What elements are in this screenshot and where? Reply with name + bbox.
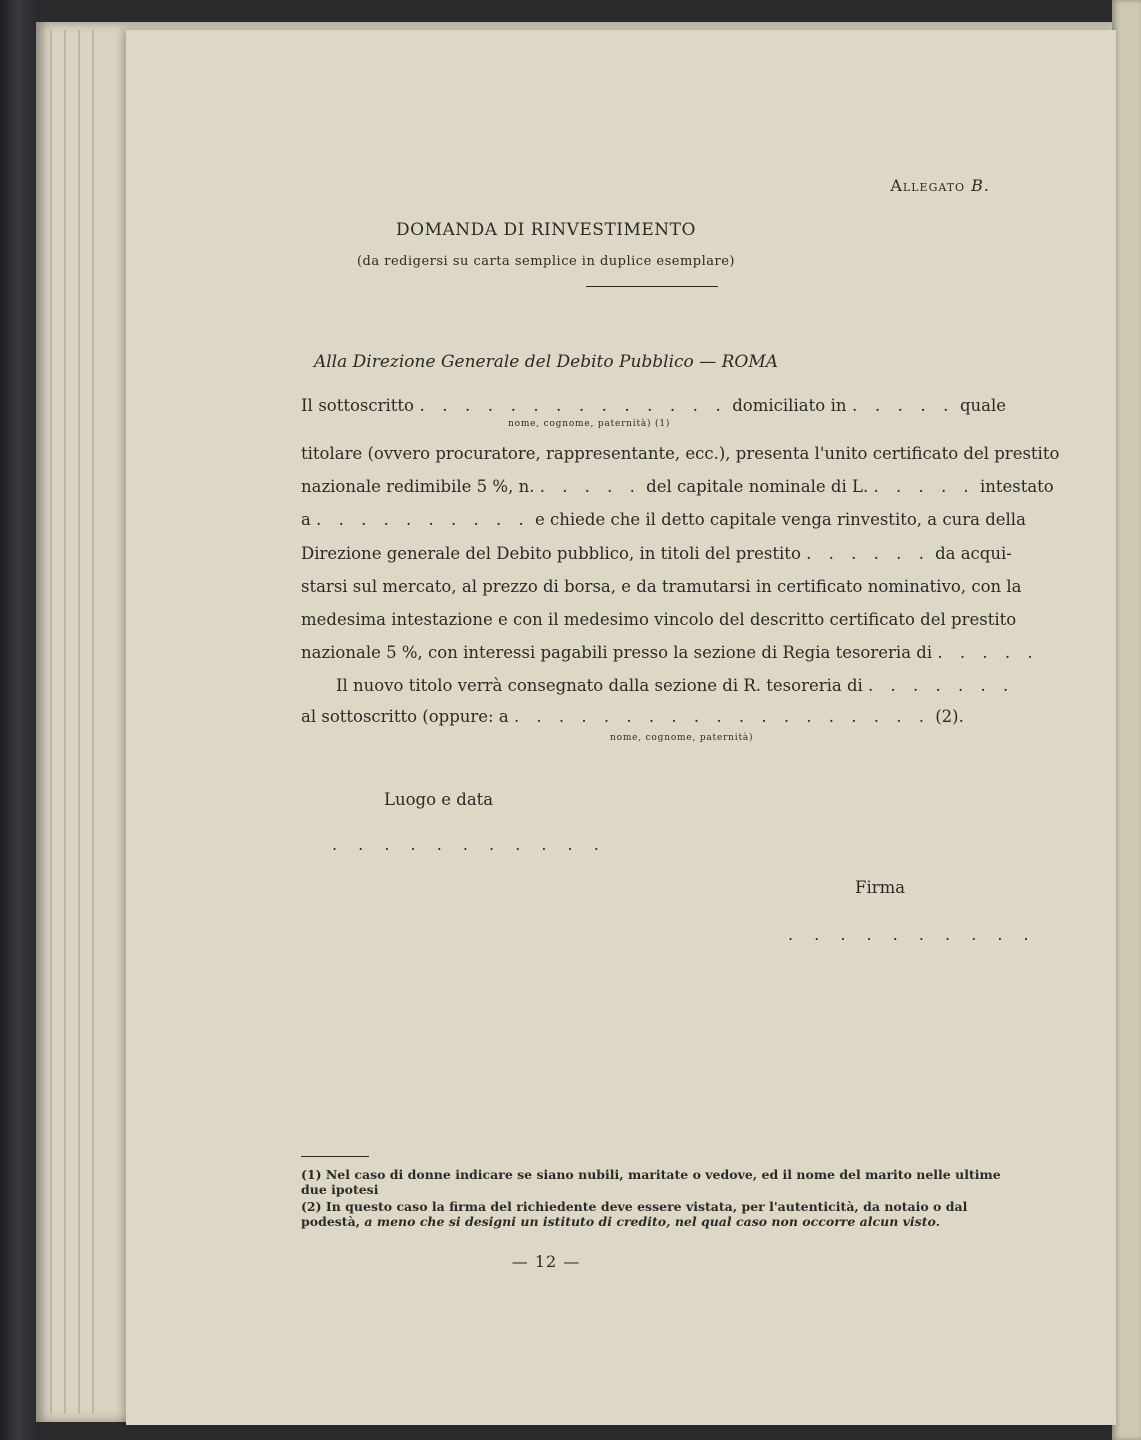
body-line-4: a . . . . . . . . . . e chiede che il detto capitale venga rinvestito, a cura della — [301, 510, 1026, 529]
attachment-letter: B. — [971, 176, 990, 195]
body-line-7: medesima intestazione e con il medesimo vincolo del descritto certificato del prestito — [301, 610, 1017, 629]
title-divider — [586, 286, 718, 287]
next-page-edge — [1112, 0, 1141, 1440]
body-line-9: Il nuovo titolo verrà consegnato dalla sezione di R. tesoreria di . . . . . . . — [336, 676, 1015, 695]
body-line-5: Direzione generale del Debito pubblico, in titoli del prestito . . . . . . da acqui- — [301, 544, 1012, 563]
document-page — [126, 30, 1116, 1425]
footnote-divider — [301, 1156, 369, 1157]
signature-label: Firma — [855, 878, 906, 897]
addressee: Alla Direzione Generale del Debito Pubblico — ROMA — [313, 352, 779, 372]
body-line-1: Il sottoscritto . . . . . . . . . . . . . . domiciliato in . . . . . quale — [301, 396, 1007, 415]
recipient-field-note: nome, cognome, paternità) — [610, 733, 754, 743]
book-binding — [0, 0, 40, 1440]
page-number: — 12 — — [511, 1252, 581, 1271]
body-line-10: al sottoscritto (oppure: a . . . . . . . . . . . . . . . . . . . (2). — [301, 707, 964, 726]
body-line-8: nazionale 5 %, con interessi pagabili presso la sezione di Regia tesoreria di . . . . . — [301, 643, 1039, 662]
place-date-field: . . . . . . . . . . . — [332, 835, 607, 854]
body-line-6: starsi sul mercato, al prezzo di borsa, e da tramutarsi in certificato nominativo, con la — [301, 577, 1022, 596]
body-line-3: nazionale redimibile 5 %, n. . . . . . del capitale nominale di L. . . . . . intestato — [301, 477, 1054, 496]
place-date-label: Luogo e data — [384, 790, 494, 809]
attachment-word: Allegato — [890, 176, 966, 195]
form-subtitle: (da redigersi su carta semplice in duplice esemplare) — [356, 254, 735, 269]
signature-field: . . . . . . . . . . — [788, 925, 1037, 944]
form-title: DOMANDA DI RINVESTIMENTO — [396, 220, 696, 240]
attachment-label — [890, 176, 990, 195]
footnote-2: (2) In questo caso la firma del richiedente deve essere vistata, per l'autenticità, da notaio o dal podestà, a meno che si designi un istituto di credito, nel qual caso non occorre alcun visto. — [301, 1199, 968, 1229]
name-field-note: nome, cognome, paternità) (1) — [508, 419, 671, 429]
body-line-2: titolare (ovvero procuratore, rappresentante, ecc.), presenta l'unito certificato del prestito — [301, 444, 1060, 463]
footnote-1: (1) Nel caso di donne indicare se siano nubili, maritate o vedove, ed il nome del marito nelle ultime due ipotesi — [301, 1167, 1001, 1197]
